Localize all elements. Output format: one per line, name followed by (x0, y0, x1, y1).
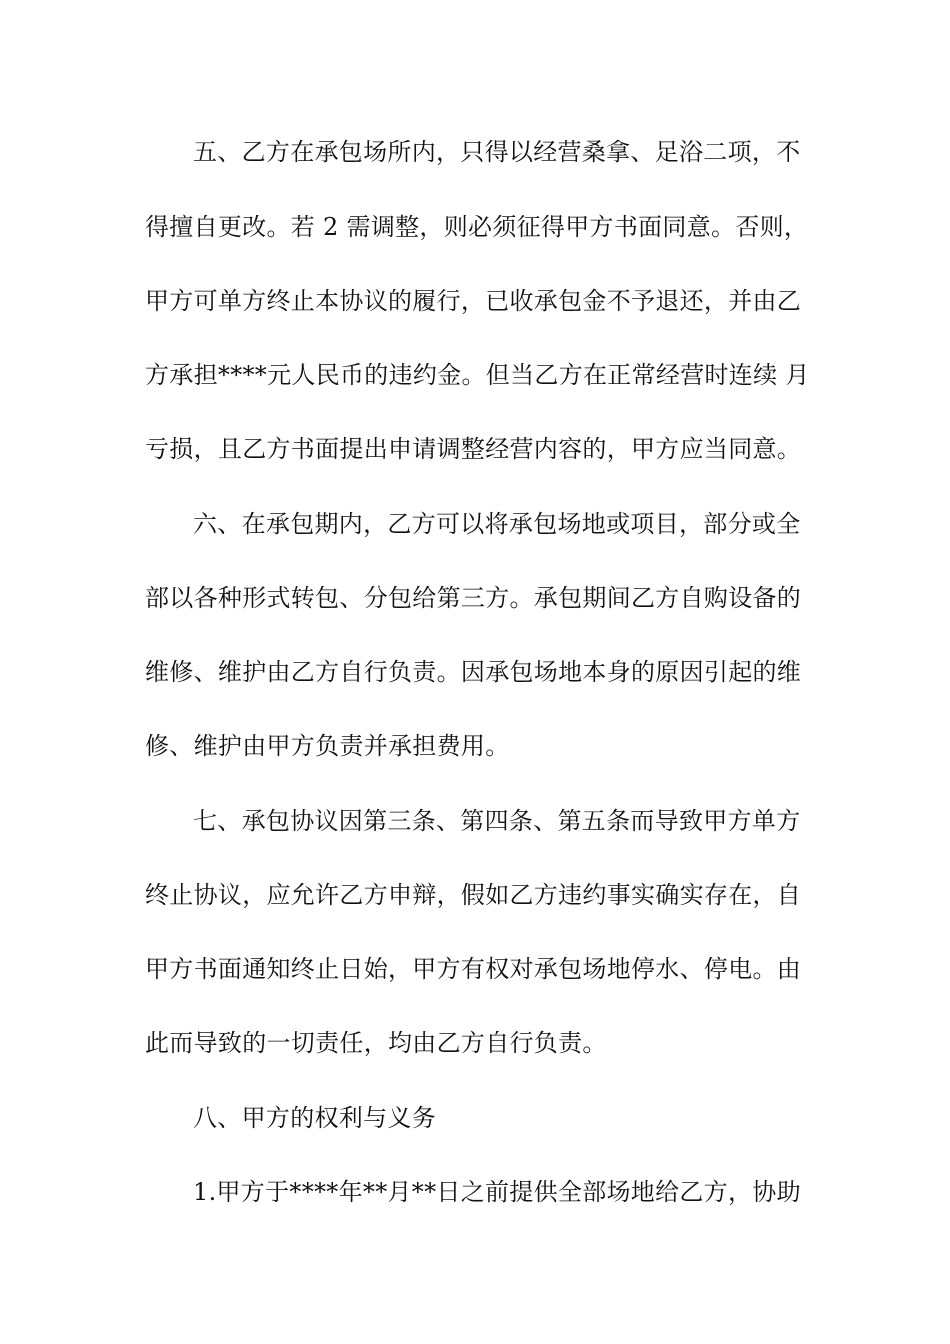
clause-7-line-2: 终止协议，应允许乙方申辩，假如乙方违约事实确实存在，自 (145, 881, 802, 909)
clause-8-item-1-line-1: 1.甲方于****年**月**日之前提供全部场地给乙方，协助 (193, 1178, 801, 1206)
clause-6-line-4: 修、维护由甲方负责并承担费用。 (145, 732, 510, 760)
clause-5-line-1: 五、乙方在承包场所内，只得以经营桑拿、足浴二项，不 (193, 138, 801, 166)
clause-7-line-3: 甲方书面通知终止日始，甲方有权对承包场地停水、停电。由 (145, 955, 802, 983)
clause-5-line-3: 甲方可单方终止本协议的履行，已收承包金不予退还，并由乙 (145, 287, 802, 315)
clause-6-line-2: 部以各种形式转包、分包给第三方。承包期间乙方自购设备的 (145, 584, 802, 612)
clause-7-line-1: 七、承包协议因第三条、第四条、第五条而导致甲方单方 (193, 807, 801, 835)
clause-7-line-4: 此而导致的一切责任，均由乙方自行负责。 (145, 1029, 607, 1057)
clause-5-line-4: 方承担****元人民币的违约金。但当乙方在正常经营时连续 月 (145, 361, 810, 389)
clause-5-line-5: 亏损，且乙方书面提出申请调整经营内容的，甲方应当同意。 (145, 435, 802, 463)
clause-6-line-1: 六、在承包期内，乙方可以将承包场地或项目，部分或全 (193, 510, 801, 538)
clause-5-line-2: 得擅自更改。若 2 需调整，则必须征得甲方书面同意。否则， (145, 213, 809, 241)
clause-8-heading: 八、甲方的权利与义务 (193, 1104, 436, 1132)
clause-6-line-3: 维修、维护由乙方自行负责。因承包场地本身的原因引起的维 (145, 658, 802, 686)
